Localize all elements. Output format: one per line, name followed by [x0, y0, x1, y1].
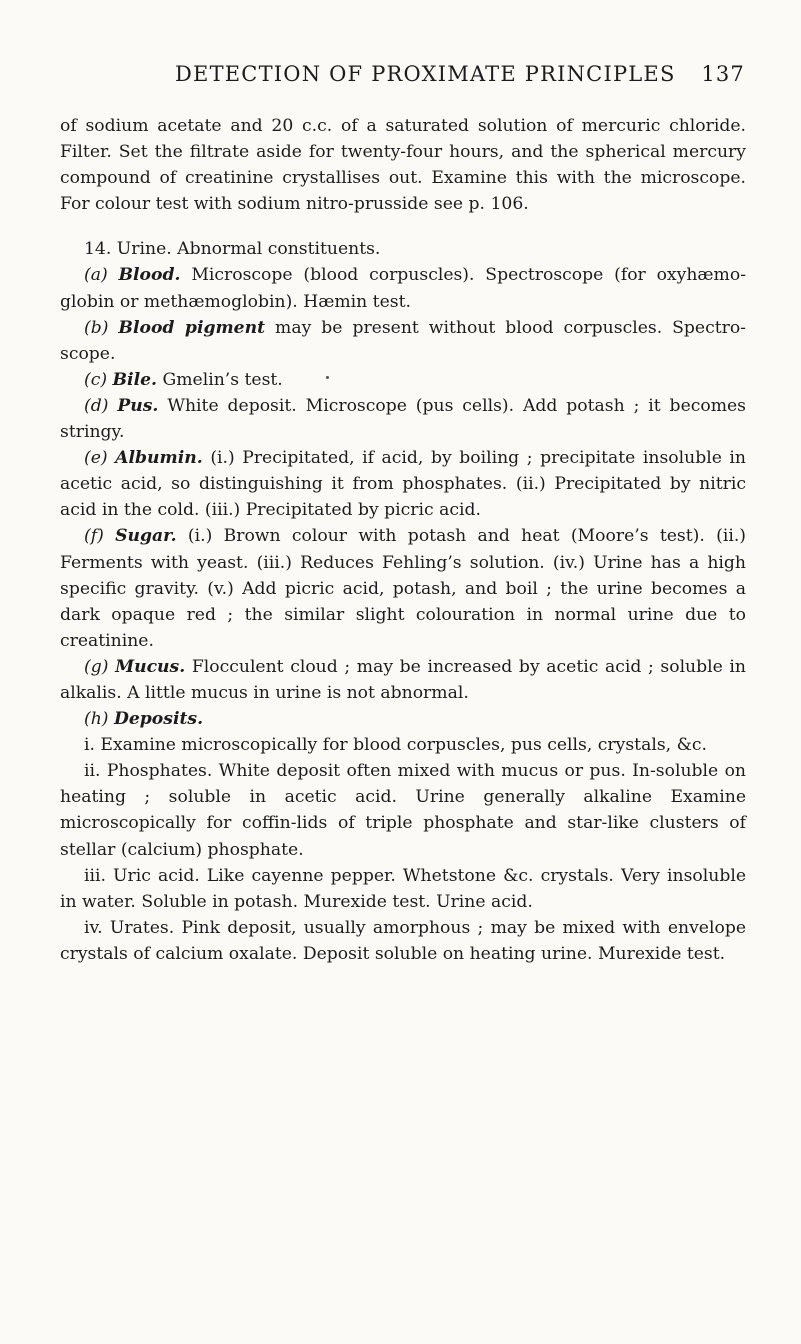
print-speck [326, 376, 329, 379]
item-e [60, 445, 746, 523]
item-text: (i.) Precipitated, if acid, by boiling ; precipitate insoluble in acetic acid, so distinguishing it from phosphates. (ii.) Precipitated by nitric acid in the cold. (iii.) Precipitated by picric acid. [60, 448, 747, 521]
item-text: (i.) Brown colour with potash and heat (Moore’s test). (ii.) Ferments with yeast. (iii.) Reduces Fehling’s solution. (iv.) Urine has a high specific gravity. (v.) Add picric acid, potash, and boil ; the urine becomes a dark opaque red ; the similar slight colouration in normal urine due to creatinine. [60, 526, 746, 651]
item-g [60, 654, 746, 706]
item-text: may be present without blood corpuscles. Spectro-scope. [60, 317, 746, 364]
item-letter: (c) [84, 369, 108, 390]
item-letter: (g) [84, 656, 109, 677]
item-subject: Sugar. [115, 526, 177, 547]
item-subject: Mucus. [115, 656, 186, 677]
item-a [60, 262, 746, 314]
page-body [60, 113, 746, 967]
item-subject: Blood. [118, 265, 181, 286]
item-subject: Bile. [112, 369, 158, 390]
item-letter: (f) [84, 526, 104, 547]
item-h [60, 706, 746, 732]
item-d [60, 393, 746, 445]
deposit-2: ii. Phosphates. White deposit often mixed with mucus or pus. In-soluble on heating ; soluble in acetic acid. Urine generally alkaline Examine microscopically for coffin-lids of triple phosphate and star-like clusters of stellar (calcium) phosphate. [60, 761, 746, 860]
deposit-1: i. Examine microscopically for blood corpuscles, pus cells, crystals, &c. [84, 735, 707, 756]
section-heading: 14. Urine. Abnormal constituents. [84, 239, 381, 260]
item-subject: Blood pigment [118, 317, 266, 338]
item-b [60, 315, 746, 367]
running-title: DETECTION OF PROXIMATE PRINCIPLES [175, 62, 676, 86]
page-number: 137 [701, 62, 745, 86]
item-text: Microscope (blood corpuscles). Spectroscope (for oxyhæmo-globin or methæmoglobin). Hæmin test. [60, 265, 747, 312]
item-subject: Albumin. [115, 448, 203, 469]
item-text: Gmelin’s test. [157, 369, 283, 390]
item-c [60, 367, 746, 393]
item-letter: (a) [84, 265, 108, 286]
item-letter: (e) [84, 448, 108, 469]
item-subject: Pus. [117, 395, 159, 416]
item-text: Flocculent cloud ; may be increased by acetic acid ; soluble in alkalis. A little mucus in urine is not abnormal. [60, 656, 746, 703]
item-subject: Deposits. [113, 709, 204, 730]
intro-paragraph: of sodium acetate and 20 c.c. of a saturated solution of mercuric chloride. Filter. Set the filtrate aside for twenty-four hours, and the spherical mercury compound of creatinine crystallises out. Examine this with the microscope. For colour test with sodium nitro-prusside see p. 106. [60, 116, 746, 215]
item-text: White deposit. Microscope (pus cells). Add potash ; it becomes stringy. [60, 395, 746, 443]
item-f [60, 523, 746, 653]
item-letter: (b) [84, 317, 109, 338]
item-letter: (h) [84, 709, 109, 730]
deposit-3: iii. Uric acid. Like cayenne pepper. Whetstone &c. crystals. Very insoluble in water. Soluble in potash. Murexide test. Urine acid. [60, 865, 746, 912]
deposit-4: iv. Urates. Pink deposit, usually amorphous ; may be mixed with envelope crystals of calcium oxalate. Deposit soluble on heating urine. Murexide test. [60, 917, 746, 964]
item-letter: (d) [84, 395, 109, 416]
